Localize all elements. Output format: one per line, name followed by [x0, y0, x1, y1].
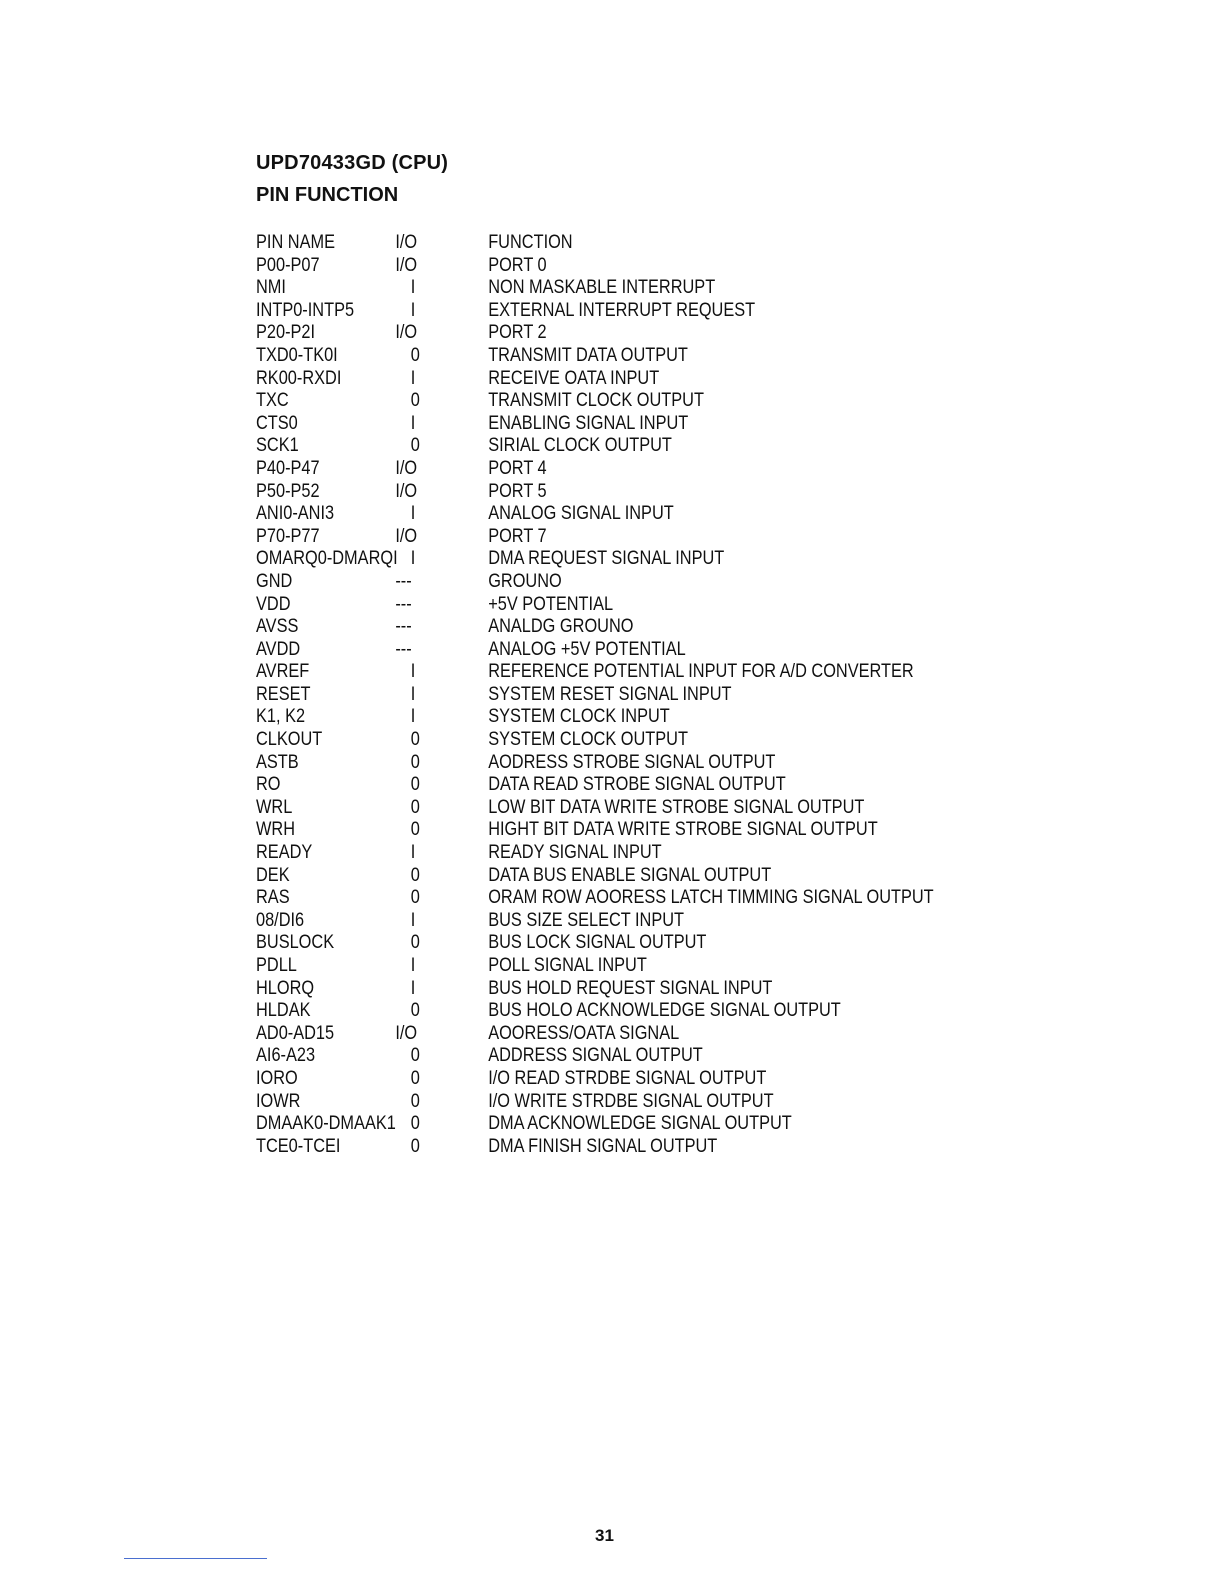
table-row [256, 322, 934, 345]
table-row [256, 661, 934, 684]
pin-io-cell: I [410, 503, 416, 525]
pin-io-cell: 0 [410, 1135, 420, 1157]
pin-io-cell: I/O [395, 254, 418, 276]
pin-name-cell: AI6-A23 [256, 1045, 316, 1067]
pin-name-cell: ASTB [256, 751, 299, 773]
table-row [256, 797, 934, 820]
pin-io-cell: 0 [410, 1045, 420, 1067]
table-row [256, 684, 934, 707]
document-subtitle: PIN FUNCTION [256, 184, 399, 206]
pin-io-cell: I [410, 299, 416, 321]
pin-name-cell: AVDD [256, 638, 301, 660]
table-row [256, 819, 934, 842]
pin-io-cell: I/O [395, 480, 418, 502]
pin-function-cell: I/O WRITE STRDBE SIGNAL OUTPUT [488, 1090, 774, 1112]
page-number: 31 [595, 1526, 614, 1545]
table-row [256, 887, 934, 910]
pin-name-cell: TXD0-TK0I [256, 344, 338, 366]
table-row [256, 955, 934, 978]
pin-name-cell: OMARQ0-DMARQI [256, 548, 398, 570]
pin-name-cell: HLORQ [256, 977, 315, 999]
pin-io-cell: I [410, 277, 416, 299]
pin-name-cell: RESET [256, 683, 311, 705]
pin-io-cell: I [410, 706, 416, 728]
table-row [256, 594, 934, 617]
pin-function-cell: PORT 7 [488, 525, 547, 547]
pin-function-cell: POLL SIGNAL INPUT [488, 955, 647, 976]
pin-name-cell: P50-P52 [256, 480, 320, 502]
pin-function-cell: I/O READ STRDBE SIGNAL OUTPUT [488, 1067, 767, 1089]
table-row [256, 1045, 934, 1068]
pin-io-cell: 0 [410, 729, 420, 751]
table-row [256, 932, 934, 955]
table-row [256, 458, 934, 481]
pin-io-cell: 0 [410, 390, 420, 412]
pin-name-cell: 08/DI6 [256, 909, 305, 931]
pin-function-cell: RECEIVE OATA INPUT [488, 367, 660, 389]
table-row [256, 1091, 934, 1114]
table-row [256, 752, 934, 775]
pin-io-cell: I/O [395, 525, 418, 547]
pin-name-cell: TCE0-TCEI [256, 1135, 341, 1157]
pin-io-cell: I [410, 412, 416, 434]
pin-io-cell: I [410, 842, 416, 864]
pin-function-cell: LOW BIT DATA WRITE STROBE SIGNAL OUTPUT [488, 796, 865, 818]
pin-io-cell: 0 [410, 1000, 420, 1022]
pin-function-cell: EXTERNAL INTERRUPT REQUEST [488, 299, 756, 321]
table-row [256, 481, 934, 504]
pin-io-cell: I/O [395, 457, 418, 479]
pin-function-cell: GROUNO [488, 570, 562, 592]
pin-io-cell: 0 [410, 751, 420, 773]
pin-function-cell: ORAM ROW AOORESS LATCH TIMMING SIGNAL OUTPUT [488, 887, 934, 909]
pin-name-cell: AVSS [256, 616, 299, 638]
table-row [256, 865, 934, 888]
pin-io-cell: --- [395, 570, 412, 592]
pin-name-cell: AVREF [256, 661, 310, 683]
table-row [256, 1136, 934, 1159]
pin-name-cell: RO [256, 774, 281, 796]
pin-io-cell: I [410, 683, 416, 705]
pin-name-cell: NMI [256, 277, 286, 299]
table-row [256, 413, 934, 436]
pin-function-cell: ENABLING SIGNAL INPUT [488, 412, 689, 434]
pin-io-cell: --- [395, 593, 412, 615]
table-row [256, 503, 934, 526]
pin-name-cell: DMAAK0-DMAAK1 [256, 1113, 396, 1135]
pin-function-cell: TRANSMIT DATA OUTPUT [488, 344, 688, 366]
pin-name-cell: IORO [256, 1067, 298, 1089]
pin-io-cell: 0 [410, 1113, 420, 1135]
pin-function-cell: READY SIGNAL INPUT [488, 842, 662, 864]
pin-name-cell: P00-P07 [256, 254, 320, 276]
document-title: UPD70433GD (CPU) [256, 152, 449, 174]
pin-name-cell: PDLL [256, 955, 297, 976]
pin-io-cell: 0 [410, 932, 420, 954]
column-header-io: I/O [395, 232, 418, 253]
table-row [256, 639, 934, 662]
column-header-pin-name: PIN NAME [256, 232, 335, 253]
pin-io-cell: I [410, 548, 416, 570]
pin-function-cell: PORT 0 [488, 254, 547, 276]
pin-function-cell: BUS SIZE SELECT INPUT [488, 909, 685, 931]
table-row [256, 390, 934, 413]
pin-function-cell: HIGHT BIT DATA WRITE STROBE SIGNAL OUTPUT [488, 819, 878, 841]
pin-io-cell: 0 [410, 344, 420, 366]
pin-function-cell: SYSTEM RESET SIGNAL INPUT [488, 683, 732, 705]
table-row [256, 616, 934, 639]
pin-function-cell: +5V POTENTIAL [488, 593, 614, 615]
pin-name-cell: RAS [256, 887, 290, 909]
pin-function-cell: ANALDG GROUNO [488, 616, 634, 638]
pin-name-cell: RK00-RXDI [256, 367, 342, 389]
pin-io-cell: 0 [410, 796, 420, 818]
pin-name-cell: WRL [256, 796, 293, 818]
pin-name-cell: VDD [256, 593, 291, 615]
pin-function-cell: PORT 5 [488, 480, 547, 502]
table-row [256, 435, 934, 458]
pin-name-cell: K1, K2 [256, 706, 306, 728]
table-row [256, 1068, 934, 1091]
pin-function-cell: AODRESS STROBE SIGNAL OUTPUT [488, 751, 776, 773]
pin-io-cell: I [410, 955, 416, 976]
pin-name-cell: INTP0-INTP5 [256, 299, 355, 321]
pin-io-cell: I [410, 977, 416, 999]
pin-io-cell: --- [395, 638, 412, 660]
pin-name-cell: IOWR [256, 1090, 301, 1112]
table-row [256, 548, 934, 571]
pin-function-cell: REFERENCE POTENTIAL INPUT FOR A/D CONVERTER [488, 661, 914, 683]
pin-function-cell: BUS LOCK SIGNAL OUTPUT [488, 932, 707, 954]
table-row [256, 277, 934, 300]
pin-io-cell: --- [395, 616, 412, 638]
pin-io-cell: I [410, 367, 416, 389]
table-row [256, 368, 934, 391]
pin-io-cell: I [410, 909, 416, 931]
table-row [256, 978, 934, 1001]
pin-name-cell: P40-P47 [256, 457, 320, 479]
pin-io-cell: I [410, 661, 416, 683]
table-row [256, 1000, 934, 1023]
pin-function-table [256, 232, 934, 1158]
pin-function-cell: SYSTEM CLOCK OUTPUT [488, 729, 688, 751]
pin-io-cell: 0 [410, 435, 420, 457]
table-row [256, 842, 934, 865]
pin-function-cell: ADDRESS SIGNAL OUTPUT [488, 1045, 703, 1067]
pin-io-cell: I/O [395, 322, 418, 344]
table-row [256, 1023, 934, 1046]
pin-name-cell: ANI0-ANI3 [256, 503, 335, 525]
pin-name-cell: WRH [256, 819, 296, 841]
pin-io-cell: 0 [410, 774, 420, 796]
pin-function-cell: BUS HOLD REQUEST SIGNAL INPUT [488, 977, 773, 999]
pin-function-cell: BUS HOLO ACKNOWLEDGE SIGNAL OUTPUT [488, 1000, 841, 1022]
table-row [256, 571, 934, 594]
pin-function-cell: TRANSMIT CLOCK OUTPUT [488, 390, 704, 412]
pin-name-cell: P70-P77 [256, 525, 320, 547]
pin-function-cell: DMA REQUEST SIGNAL INPUT [488, 548, 725, 570]
table-row [256, 729, 934, 752]
pin-io-cell: 0 [410, 887, 420, 909]
table-body [256, 255, 934, 1159]
table-header-row [256, 232, 934, 255]
pin-function-cell: AOORESS/OATA SIGNAL [488, 1022, 680, 1044]
pin-function-cell: SIRIAL CLOCK OUTPUT [488, 435, 672, 457]
pin-io-cell: 0 [410, 819, 420, 841]
pin-name-cell: DEK [256, 864, 290, 886]
pin-function-cell: ANALOG +5V POTENTIAL [488, 638, 686, 660]
table-row [256, 345, 934, 368]
pin-io-cell: 0 [410, 864, 420, 886]
pin-name-cell: CTS0 [256, 412, 298, 434]
pin-name-cell: CLKOUT [256, 729, 323, 751]
pin-name-cell: TXC [256, 390, 289, 412]
pin-name-cell: SCK1 [256, 435, 299, 457]
pin-name-cell: GND [256, 570, 293, 592]
pin-function-cell: PORT 4 [488, 457, 547, 479]
column-header-function: FUNCTION [488, 232, 573, 253]
pin-name-cell: P20-P2I [256, 322, 316, 344]
pin-name-cell: READY [256, 842, 313, 864]
table-row [256, 706, 934, 729]
pin-io-cell: 0 [410, 1067, 420, 1089]
pin-name-cell: BUSLOCK [256, 932, 335, 954]
pin-function-cell: SYSTEM CLOCK INPUT [488, 706, 670, 728]
pin-function-cell: PORT 2 [488, 322, 547, 344]
table-row [256, 910, 934, 933]
table-row [256, 255, 934, 278]
pin-io-cell: I/O [395, 1022, 418, 1044]
pin-function-cell: NON MASKABLE INTERRUPT [488, 277, 716, 299]
pin-function-cell: DATA BUS ENABLE SIGNAL OUTPUT [488, 864, 772, 886]
pin-io-cell: 0 [410, 1090, 420, 1112]
table-row [256, 774, 934, 797]
pin-function-cell: DMA ACKNOWLEDGE SIGNAL OUTPUT [488, 1113, 792, 1135]
pin-function-cell: DATA READ STROBE SIGNAL OUTPUT [488, 774, 786, 796]
table-row [256, 1113, 934, 1136]
pin-name-cell: HLDAK [256, 1000, 311, 1022]
pin-function-cell: ANALOG SIGNAL INPUT [488, 503, 674, 525]
table-row [256, 300, 934, 323]
pin-name-cell: AD0-AD15 [256, 1022, 335, 1044]
footer-rule [124, 1558, 267, 1559]
pin-function-cell: DMA FINISH SIGNAL OUTPUT [488, 1135, 718, 1157]
table-row [256, 526, 934, 549]
